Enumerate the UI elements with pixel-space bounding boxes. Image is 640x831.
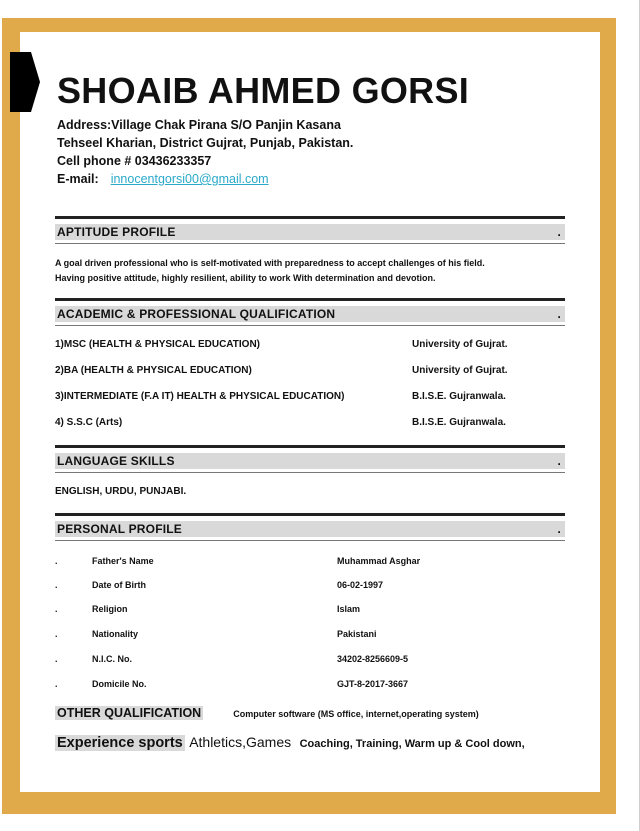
other-qualification-value: Computer software (MS office, internet,operating system) [233, 709, 479, 719]
language-marker: . [557, 454, 561, 468]
academic-marker: . [557, 307, 561, 321]
email-link[interactable]: innocentgorsi00@gmail.com [110, 172, 269, 186]
section-divider [55, 325, 565, 326]
personal-label: Nationality [92, 629, 139, 639]
academic-title: ACADEMIC & PROFESSIONAL QUALIFICATION [57, 307, 336, 321]
aptitude-summary [55, 256, 575, 286]
row-bullet: . [55, 679, 58, 689]
personal-heading [55, 513, 565, 541]
personal-value: GJT-8-2017-3667 [337, 679, 409, 689]
candidate-name: SHOAIB AHMED GORSI [57, 70, 470, 111]
personal-label: Father's Name [92, 556, 154, 566]
row-bullet: . [55, 629, 58, 639]
experience-title: Experience sports [57, 735, 183, 751]
other-qualification-title: OTHER QUALIFICATION [57, 706, 202, 720]
row-bullet: . [55, 654, 58, 664]
email-row [57, 170, 353, 188]
row-bullet: . [55, 556, 58, 566]
qualification-institution: B.I.S.E. Gujranwala. [412, 417, 506, 428]
personal-section [55, 513, 565, 541]
personal-label: Domicile No. [92, 679, 147, 689]
section-divider [55, 540, 565, 541]
row-bullet: . [55, 604, 58, 614]
address-line-2: Tehseel Kharian, District Gujrat, Punjab, Pakistan. [57, 136, 354, 150]
phone-number: Cell phone # 03436233357 [57, 154, 212, 168]
qualification-row [55, 365, 555, 376]
address-line-1: Address:Village Chak Pirana S/O Panjin Kasana [57, 118, 341, 132]
section-divider [55, 243, 565, 244]
personal-value: Pakistani [337, 629, 377, 639]
section-divider [55, 472, 565, 473]
contact-block [57, 116, 353, 188]
qualification-institution: B.I.S.E. Gujranwala. [412, 391, 506, 402]
aptitude-section [55, 216, 565, 244]
language-list: ENGLISH, URDU, PUNJABI. [55, 486, 187, 497]
personal-value: Islam [337, 604, 361, 614]
qualification-degree: 2)BA (HEALTH & PHYSICAL EDUCATION) [55, 365, 252, 376]
aptitude-title: APTITUDE PROFILE [57, 225, 176, 239]
qualification-degree: 1)MSC (HEALTH & PHYSICAL EDUCATION) [55, 339, 260, 350]
aptitude-heading [55, 216, 565, 244]
qualification-row [55, 391, 555, 402]
personal-value: Muhammad Asghar [337, 556, 421, 566]
qualification-institution: University of Gujrat. [412, 339, 508, 350]
language-section [55, 445, 565, 473]
personal-label: N.I.C. No. [92, 654, 132, 664]
summary-line-1: A goal driven professional who is self-motivated with preparedness to accept challenges of his field. [55, 258, 485, 268]
academic-section [55, 298, 565, 326]
experience-line [55, 734, 525, 752]
language-heading [55, 445, 565, 473]
qualification-institution: University of Gujrat. [412, 365, 508, 376]
qualification-degree: 3)INTERMEDIATE (F.A IT) HEALTH & PHYSICAL EDUCATION) [55, 391, 345, 402]
personal-value: 34202-8256609-5 [337, 654, 409, 664]
experience-value: Coaching, Training, Warm up & Cool down, [299, 738, 525, 750]
experience-sports: Athletics,Games [189, 734, 292, 750]
qualification-degree: 4) S.S.C (Arts) [55, 417, 123, 428]
language-title: LANGUAGE SKILLS [57, 454, 175, 468]
summary-line-2: Having positive attitude, highly resilient, ability to work With determination and devotion. [55, 273, 436, 283]
row-bullet: . [55, 580, 58, 590]
personal-label: Religion [92, 604, 128, 614]
personal-title: PERSONAL PROFILE [57, 522, 182, 536]
qualification-row [55, 339, 555, 350]
email-label: E-mail: [57, 172, 99, 186]
qualification-row [55, 417, 555, 428]
personal-value: 06-02-1997 [337, 580, 384, 590]
other-qualification [55, 704, 479, 722]
personal-label: Date of Birth [92, 580, 146, 590]
aptitude-marker: . [557, 225, 561, 239]
academic-heading [55, 298, 565, 326]
personal-marker: . [557, 522, 561, 536]
